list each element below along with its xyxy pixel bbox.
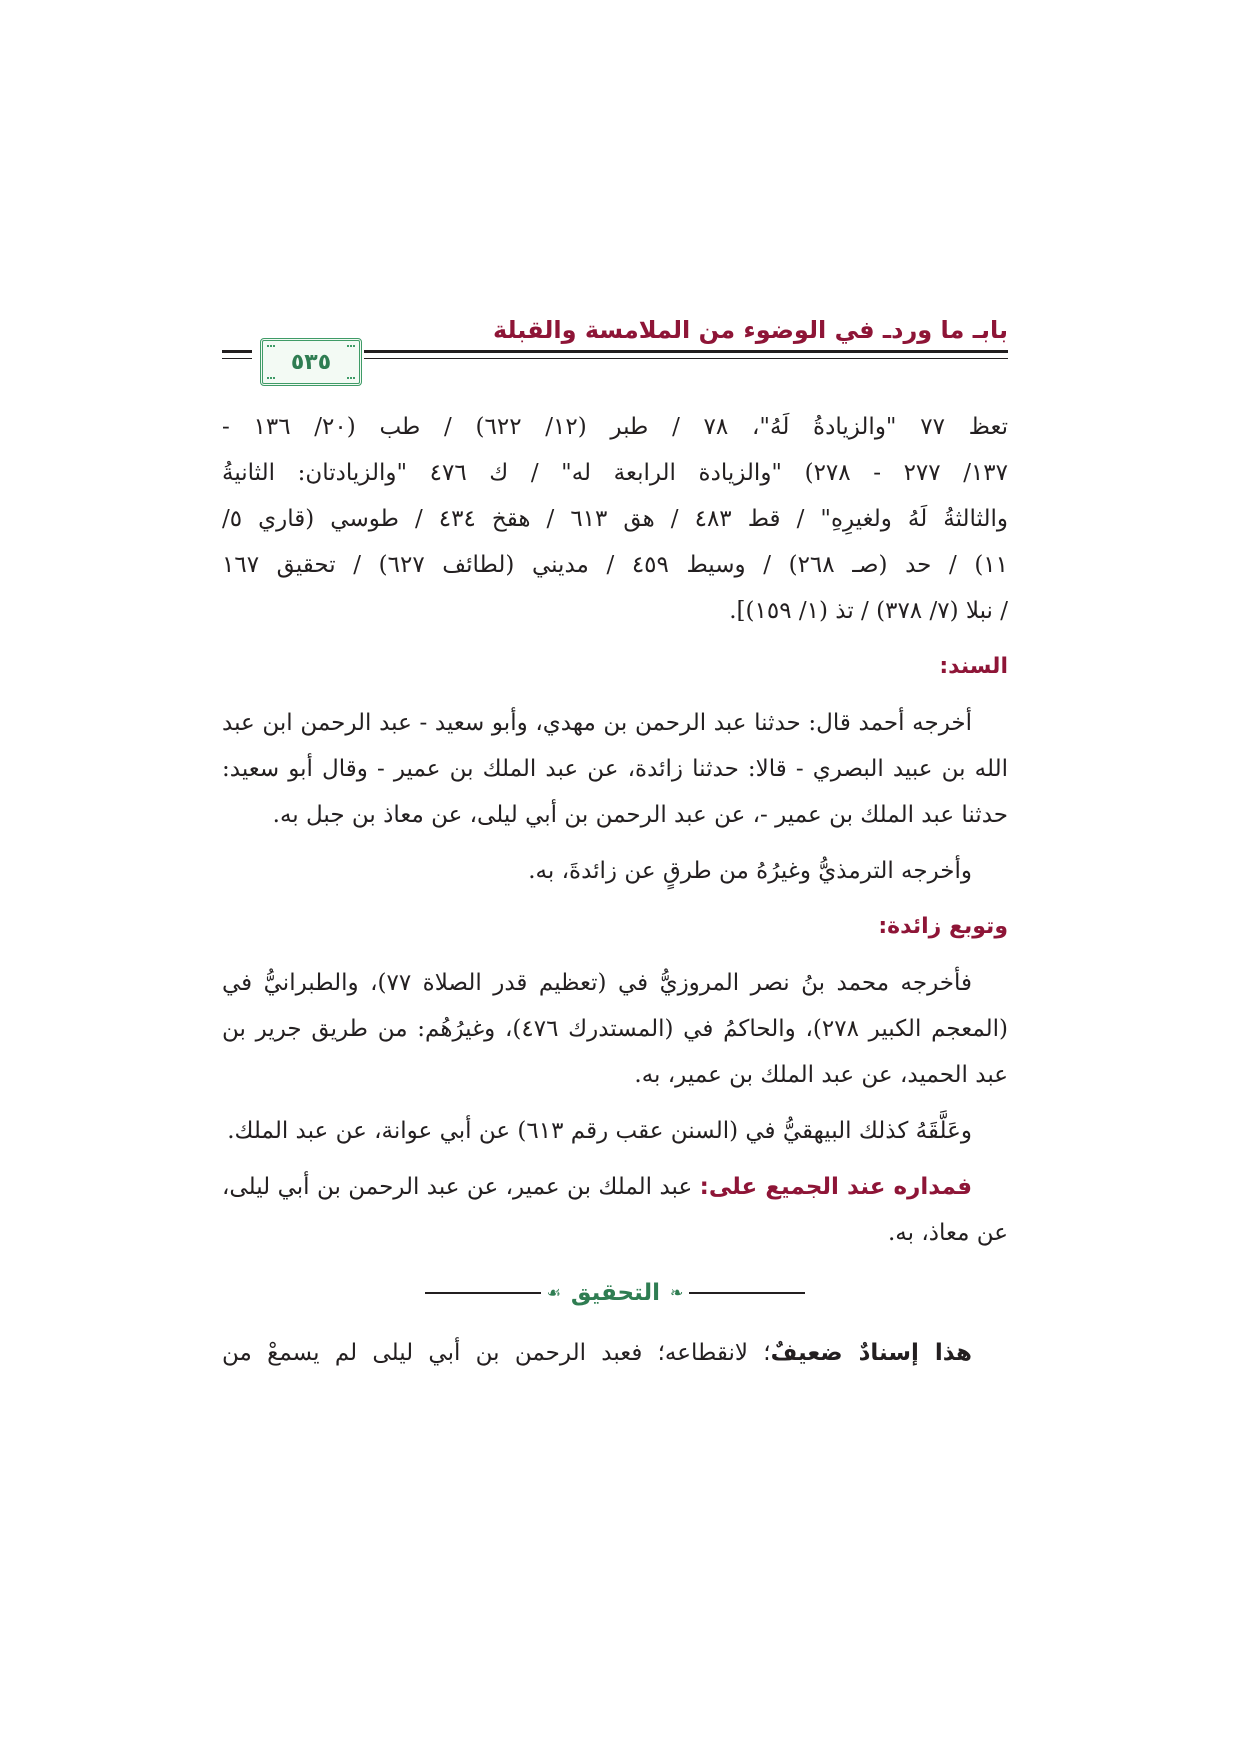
- page-body: [222, 404, 1008, 1376]
- page-number-frame: [260, 338, 362, 386]
- section-divider: [425, 1270, 805, 1316]
- tawbi-heading: وتوبع زائدة:: [878, 914, 1008, 939]
- page-header: [222, 296, 1008, 392]
- page-number: ٥٣٥: [290, 349, 332, 375]
- tirmidhi-paragraph: وأخرجه الترمذيُّ وغيرُهُ من طرقٍ عن زائدةَ، به.: [528, 858, 972, 884]
- sanad-paragraph: أخرجه أحمد قال: حدثنا عبد الرحمن بن مهدي، وأبو سعيد - عبد الرحمن ابن عبد الله بن عبيد البصري - قالا: حدثنا زائدة، عن عبد الملك بن عمير - وقال أبو سعيد: حدثنا عبد الملك بن عمير -، عن عبد الرحمن بن أبي ليلى، عن معاذ بن جبل به.: [222, 710, 1008, 828]
- final-paragraph: [222, 1330, 1008, 1376]
- header-rule-left-thick: [222, 350, 252, 353]
- ref-line-5: / نبلا (٧/ ٣٧٨) / تذ (١/ ١٥٩)].: [729, 598, 1008, 624]
- ref-line-2: ١٣٧/ ٢٧٧ - ٢٧٨) "والزيادة الرابعة له" / ك ٤٧٦ "والزيادتان: الثانيةُ: [222, 460, 1009, 486]
- bayhaqi-paragraph: وعَلَّقَهُ كذلك البيهقيُّ في (السنن عقب رقم ٦١٣) عن أبي عوانة، عن عبد الملك.: [227, 1118, 972, 1144]
- sanad-heading: السند:: [939, 654, 1008, 679]
- section-title: التحقيق: [570, 1280, 661, 1306]
- ornament-right-icon: ❧: [670, 1283, 684, 1302]
- ref-line-4: ١١) / حد (صـ ٢٦٨) / وسيط ٤٥٩ / مديني (لطائف ٦٢٧) / تحقيق ١٦٧: [222, 552, 1009, 578]
- tawbi-paragraph: فأخرجه محمد بنُ نصر المروزيُّ في (تعظيم قدر الصلاة ٧٧)، والطبرانيُّ في (المعجم الكبير ٢٧٨)، والحاكمُ في (المستدرك ٤٧٦)، وغيرُهُم: من طريق جرير بن عبد الحميد، عن عبد الملك بن عمير، به.: [222, 970, 1008, 1088]
- madar-text: عبد الملك بن عمير، عن عبد الرحمن بن أبي ليلى، عن معاذ، به.: [222, 1174, 1008, 1246]
- ref-line-3: والثالثةُ لَهُ ولغيرِهِ" / قط ٤٨٣ / هق ٦١٣ / هقخ ٤٣٤ / طوسي (قاري ٥/: [222, 506, 1008, 532]
- final-bold: هذا إسنادٌ ضعيفٌ: [770, 1340, 972, 1366]
- header-rule-thick: [364, 350, 1008, 353]
- madar-lead: فمداره عند الجميع على:: [699, 1174, 972, 1200]
- ref-line-1: تعظ ٧٧ "والزيادةُ لَهُ"، ٧٨ / طبر (١٢/ ٦٢٢) / طب (٢٠/ ١٣٦ -: [222, 414, 1008, 440]
- ornament-left-icon: ☙: [546, 1283, 561, 1302]
- header-rule-left-thin: [222, 358, 252, 359]
- chapter-title: بابـ ما وردـ في الوضوء من الملامسة والقبلة: [492, 316, 1008, 344]
- final-text: ؛ لانقطاعه؛ فعبد الرحمن بن أبي ليلى لم يسمعْ من: [222, 1340, 771, 1366]
- references-block: [222, 404, 1008, 634]
- divider-line-right: [689, 1292, 805, 1294]
- divider-line-left: [425, 1292, 541, 1294]
- header-rule-thin: [364, 358, 1008, 359]
- madar-paragraph: [222, 1164, 1008, 1256]
